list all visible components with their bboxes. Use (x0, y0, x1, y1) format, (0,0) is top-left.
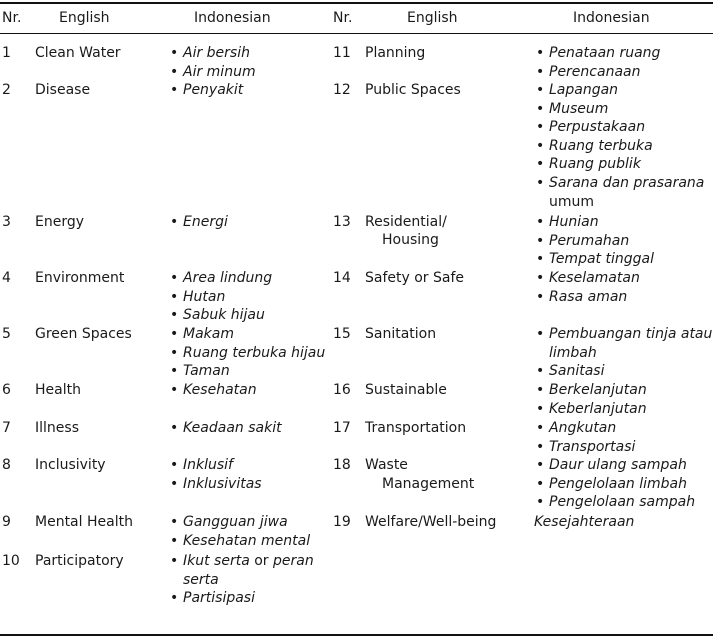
row-number: 11 (333, 45, 351, 61)
row-number: 9 (2, 514, 11, 530)
indonesian-term: • Berkelanjutan (536, 381, 647, 400)
conjunction: or (254, 553, 269, 569)
indonesian-term: • Inklusivitas (170, 475, 262, 494)
header-english-left: English (59, 10, 110, 26)
indonesian-term: • Keberlanjutan (536, 400, 647, 419)
row-english-term: Sanitation (365, 326, 437, 342)
row-number: 17 (333, 420, 351, 436)
row-english-term: Disease (35, 82, 91, 98)
indonesian-term: • Sanitasi (536, 362, 712, 381)
row-english-term: Participatory (35, 553, 124, 569)
indonesian-term: • Air minum (170, 63, 256, 82)
indonesian-term: • Rasa aman (536, 288, 640, 307)
indonesian-term-continued: serta (183, 571, 219, 588)
row-english-term: Energy (35, 214, 85, 230)
row-english-term: Residential/ (365, 214, 447, 230)
indonesian-term: • Lapangan (536, 81, 704, 100)
indonesian-term (170, 552, 314, 571)
row-number: 3 (2, 214, 11, 230)
row-indonesian-terms (170, 325, 325, 381)
row-indonesian-terms (536, 456, 695, 512)
indonesian-term: • Sarana dan prasarana (536, 174, 704, 193)
row-english-term: Sustainable (365, 382, 447, 398)
indonesian-term: • Ruang terbuka hijau (170, 344, 325, 363)
row-english-term: Welfare/Well-being (365, 514, 497, 530)
indonesian-term: • Energi (170, 213, 228, 232)
indonesian-term: • Perumahan (536, 232, 654, 251)
indonesian-term: • Pembuangan tinja atau (536, 325, 712, 344)
row-english-term: Mental Health (35, 514, 133, 530)
row-indonesian-terms (536, 44, 660, 81)
indonesian-term: • Area lindung (170, 269, 272, 288)
row-number: 19 (333, 514, 351, 530)
row-indonesian-terms (170, 213, 228, 232)
row-number: 7 (2, 420, 11, 436)
indonesian-term-part: Ikut serta (183, 553, 250, 569)
indonesian-term: • Taman (170, 362, 325, 381)
indonesian-term: • Keadaan sakit (170, 419, 282, 438)
row-number: 1 (2, 45, 11, 61)
indonesian-term: • Air bersih (170, 44, 256, 63)
indonesian-term: • Keselamatan (536, 269, 640, 288)
indonesian-term: • Partisipasi (170, 589, 314, 608)
row-number: 8 (2, 457, 11, 473)
row-indonesian-terms (536, 213, 654, 269)
row-english-term: Public Spaces (365, 82, 461, 98)
row-indonesian-terms (170, 513, 310, 550)
row-english-term: Waste (365, 457, 408, 473)
indonesian-term-continued: limbah (549, 344, 597, 361)
indonesian-term: • Ruang publik (536, 155, 704, 174)
indonesian-term: • Sabuk hijau (170, 306, 272, 325)
row-english-term: Safety or Safe (365, 270, 465, 286)
indonesian-term: • Angkutan (536, 419, 635, 438)
row-english-term: Transportation (365, 420, 467, 436)
row-number: 16 (333, 382, 351, 398)
indonesian-term: • Penyakit (170, 81, 243, 100)
header-indonesian-right: Indonesian (573, 10, 650, 26)
row-number: 15 (333, 326, 351, 342)
row-number: 4 (2, 270, 11, 286)
row-english-term-continued: Management (382, 476, 475, 492)
indonesian-term: • Gangguan jiwa (170, 513, 310, 532)
row-english-term: Clean Water (35, 45, 121, 61)
row-indonesian-terms (536, 419, 635, 456)
header-nr-right: Nr. (333, 10, 353, 26)
row-english-term: Illness (35, 420, 79, 436)
indonesian-term: • Pengelolaan sampah (536, 493, 695, 512)
indonesian-term: • Makam (170, 325, 325, 344)
row-number: 13 (333, 214, 351, 230)
indonesian-term: • Hunian (536, 213, 654, 232)
indonesian-term: • Perencanaan (536, 63, 660, 82)
indonesian-term: • Museum (536, 100, 704, 119)
indonesian-term: • Pengelolaan limbah (536, 475, 695, 494)
indonesian-term-continued: umum (549, 193, 595, 210)
row-indonesian-terms (170, 552, 314, 608)
indonesian-term: • Hutan (170, 288, 272, 307)
row-english-term: Health (35, 382, 81, 398)
row-number: 2 (2, 82, 11, 98)
indonesian-term: • Transportasi (536, 438, 635, 457)
row-indonesian-terms (170, 269, 272, 325)
header-indonesian-left: Indonesian (194, 10, 271, 26)
row-indonesian-terms (536, 81, 704, 211)
row-english-term-continued: Housing (382, 232, 439, 248)
row-number: 6 (2, 382, 11, 398)
row-indonesian-terms (170, 81, 243, 100)
row-number: 18 (333, 457, 351, 473)
row-indonesian-terms (536, 381, 647, 418)
table-header-rule (0, 33, 713, 34)
row-number: 5 (2, 326, 11, 342)
row-indonesian-terms (170, 381, 257, 400)
indonesian-term: • Kesehatan mental (170, 532, 310, 551)
table-bottom-rule (0, 634, 713, 636)
indonesian-term: • Daur ulang sampah (536, 456, 695, 475)
row-number: 14 (333, 270, 351, 286)
row-english-term: Planning (365, 45, 426, 61)
header-english-right: English (407, 10, 458, 26)
indonesian-term: • Tempat tinggal (536, 250, 654, 269)
indonesian-term: • Ruang terbuka (536, 137, 704, 156)
indonesian-term: • Inklusif (170, 456, 262, 475)
row-indonesian-terms (170, 419, 282, 438)
row-indonesian-terms (170, 44, 256, 81)
row-english-term: Environment (35, 270, 125, 286)
row-number: 12 (333, 82, 351, 98)
indonesian-term: • Kesehatan (170, 381, 257, 400)
table-top-rule (0, 2, 713, 4)
indonesian-term-part: peran (273, 553, 314, 569)
row-indonesian-terms (536, 269, 640, 306)
header-nr-left: Nr. (2, 10, 22, 26)
indonesian-term: • Penataan ruang (536, 44, 660, 63)
row-english-term: Inclusivity (35, 457, 106, 473)
row-indonesian-term: Kesejahteraan (534, 514, 635, 530)
row-indonesian-terms (170, 456, 262, 493)
row-english-term: Green Spaces (35, 326, 132, 342)
row-indonesian-terms (536, 325, 712, 381)
row-number: 10 (2, 553, 20, 569)
indonesian-term: • Perpustakaan (536, 118, 704, 137)
